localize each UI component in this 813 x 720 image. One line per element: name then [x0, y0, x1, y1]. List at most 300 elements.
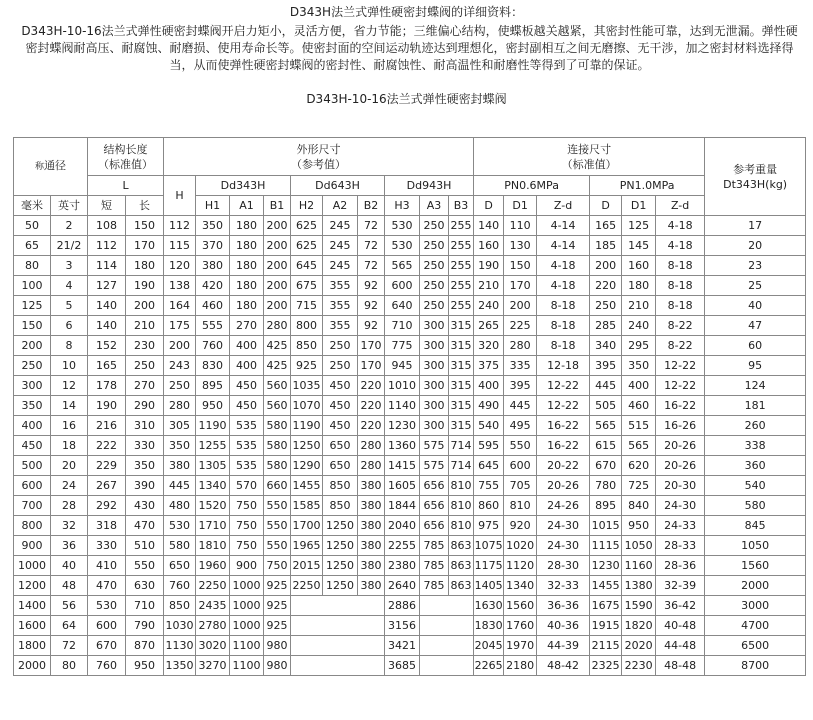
header-B2: B2 [358, 196, 385, 216]
table-cell: 185 [590, 236, 622, 256]
table-cell: 200 [264, 256, 291, 276]
table-cell: 267 [88, 476, 126, 496]
table-cell: 124 [705, 376, 806, 396]
table-row [14, 276, 806, 296]
table-cell: 355 [323, 316, 358, 336]
table-cell: 255 [449, 256, 474, 276]
table-cell: 580 [264, 416, 291, 436]
table-cell: 315 [449, 396, 474, 416]
table-cell: 450 [323, 376, 358, 396]
table-cell: 245 [323, 256, 358, 276]
table-cell: 315 [449, 356, 474, 376]
table-cell: 850 [164, 596, 196, 616]
table-cell: 975 [474, 516, 504, 536]
table-cell: 290 [126, 396, 164, 416]
header-nominal-prefix: 称 [35, 162, 45, 172]
header-D1-b: D1 [622, 196, 656, 216]
table-cell: 925 [264, 596, 291, 616]
table-cell: 1380 [622, 576, 656, 596]
table-cell: 445 [504, 396, 537, 416]
table-cell: 535 [230, 436, 264, 456]
table-cell: 1020 [504, 536, 537, 556]
table-cell: 20 [705, 236, 806, 256]
table-cell: 120 [164, 256, 196, 276]
table-cell: 400 [230, 356, 264, 376]
table-cell: 355 [323, 276, 358, 296]
table-cell: 625 [291, 236, 323, 256]
table-cell: 535 [230, 416, 264, 436]
table-cell: 714 [449, 436, 474, 456]
header-B1: B1 [264, 196, 291, 216]
table-cell: 410 [88, 556, 126, 576]
table-cell: 32-33 [537, 576, 590, 596]
table-cell: 600 [14, 476, 51, 496]
table-row [14, 476, 806, 496]
table-cell: 950 [622, 516, 656, 536]
header-pn06: PN0.6MPa [474, 176, 590, 196]
table-cell: 840 [622, 496, 656, 516]
table-row [14, 336, 806, 356]
table-cell: 980 [264, 636, 291, 656]
header-Zd: Z-d [537, 196, 590, 216]
table-cell: 250 [323, 336, 358, 356]
table-cell: 925 [264, 576, 291, 596]
table-cell: 1605 [385, 476, 420, 496]
table-cell: 380 [358, 576, 385, 596]
table-cell: 28-36 [656, 556, 705, 576]
table-cell: 1560 [504, 596, 537, 616]
table-cell: 1455 [590, 576, 622, 596]
table-cell: 355 [323, 296, 358, 316]
table-cell [291, 616, 385, 636]
table-cell: 575 [420, 456, 449, 476]
table-cell: 3421 [385, 636, 420, 656]
table-cell: 180 [622, 276, 656, 296]
table-cell: 220 [590, 276, 622, 296]
table-cell: 1405 [474, 576, 504, 596]
header-outline [164, 138, 474, 176]
table-cell: 750 [264, 556, 291, 576]
table-cell: 460 [622, 396, 656, 416]
table-cell: 260 [705, 416, 806, 436]
table-cell: 445 [590, 376, 622, 396]
table-cell: 1340 [196, 476, 230, 496]
table-row [14, 656, 806, 676]
table-row [14, 296, 806, 316]
header-weight [705, 138, 806, 216]
table-cell: 255 [449, 276, 474, 296]
table-cell: 24-30 [537, 536, 590, 556]
table-cell: 16-22 [537, 436, 590, 456]
table-cell: 445 [164, 476, 196, 496]
table-cell: 1250 [291, 436, 323, 456]
table-cell: 65 [14, 236, 51, 256]
header-A3: A3 [420, 196, 449, 216]
page-heading: D343H法兰式弹性硬密封蝶阀的详细资料： [289, 5, 524, 19]
table-cell: 6 [51, 316, 88, 336]
table-cell: 1965 [291, 536, 323, 556]
table-cell [291, 656, 385, 676]
table-cell: 152 [88, 336, 126, 356]
table-cell: 660 [264, 476, 291, 496]
table-cell [291, 596, 385, 616]
table-row [14, 636, 806, 656]
table-cell: 300 [14, 376, 51, 396]
table-row [14, 516, 806, 536]
table-cell: 714 [449, 456, 474, 476]
table-cell: 160 [622, 256, 656, 276]
header-connection-main: 连接尺寸 [567, 142, 612, 156]
table-row [14, 496, 806, 516]
table-cell: 220 [358, 396, 385, 416]
header-length [88, 138, 164, 176]
table-cell: 200 [14, 336, 51, 356]
table-cell: 16-22 [537, 416, 590, 436]
table-cell: 5 [51, 296, 88, 316]
table-cell: 1000 [230, 576, 264, 596]
table-cell: 16 [51, 416, 88, 436]
table-cell: 775 [385, 336, 420, 356]
table-cell: 108 [88, 216, 126, 236]
table-cell: 180 [230, 256, 264, 276]
table-cell [420, 636, 474, 656]
table-cell: 1250 [323, 576, 358, 596]
table-cell: 1960 [196, 556, 230, 576]
table-cell: 2255 [385, 536, 420, 556]
table-cell: 1360 [385, 436, 420, 456]
table-cell: 925 [291, 356, 323, 376]
table-cell: 1015 [590, 516, 622, 536]
table-cell: 380 [358, 536, 385, 556]
table-cell: 20-26 [656, 436, 705, 456]
table-cell: 164 [164, 296, 196, 316]
header-D1: D1 [504, 196, 537, 216]
table-cell: 100 [14, 276, 51, 296]
table-cell: 810 [449, 476, 474, 496]
table-cell: 245 [323, 236, 358, 256]
table-cell: 270 [126, 376, 164, 396]
table-cell: 1230 [590, 556, 622, 576]
table-cell: 112 [164, 216, 196, 236]
table-cell: 3685 [385, 656, 420, 676]
header-outline-sub: （参考值） [291, 157, 347, 171]
table-cell: 515 [622, 416, 656, 436]
table-cell: 895 [590, 496, 622, 516]
table-cell: 40 [705, 296, 806, 316]
table-row [14, 436, 806, 456]
table-cell: 450 [14, 436, 51, 456]
table-cell: 200 [264, 276, 291, 296]
table-cell: 2115 [590, 636, 622, 656]
table-cell: 127 [88, 276, 126, 296]
table-cell: 12-22 [537, 396, 590, 416]
table-cell: 190 [88, 396, 126, 416]
table-row [14, 536, 806, 556]
table-cell: 580 [264, 456, 291, 476]
table-cell: 48 [51, 576, 88, 596]
table-cell: 800 [291, 316, 323, 336]
table-cell: 330 [88, 536, 126, 556]
table-cell: 380 [164, 456, 196, 476]
table-cell: 300 [420, 416, 449, 436]
header-connection [474, 138, 705, 176]
table-cell: 18 [51, 436, 88, 456]
table-cell: 20-26 [656, 456, 705, 476]
table-cell: 300 [420, 336, 449, 356]
table-cell: 3 [51, 256, 88, 276]
table-cell: 8-18 [656, 256, 705, 276]
table-cell: 1455 [291, 476, 323, 496]
table-cell: 300 [420, 316, 449, 336]
table-cell: 222 [88, 436, 126, 456]
header-weight-sub: Dt343H(kg) [723, 177, 788, 191]
table-cell: 750 [230, 516, 264, 536]
table-cell: 850 [323, 476, 358, 496]
table-cell: 380 [358, 556, 385, 576]
table-row [14, 376, 806, 396]
table-cell: 1800 [14, 636, 51, 656]
table-cell: 1190 [196, 416, 230, 436]
table-cell: 10 [51, 356, 88, 376]
table-row [14, 236, 806, 256]
table-cell: 24 [51, 476, 88, 496]
table-cell: 48-42 [537, 656, 590, 676]
table-cell: 115 [164, 236, 196, 256]
table-cell: 180 [230, 296, 264, 316]
table-cell: 845 [705, 516, 806, 536]
table-cell: 23 [705, 256, 806, 276]
table-cell [291, 636, 385, 656]
table-cell: 175 [164, 316, 196, 336]
table-cell: 200 [590, 256, 622, 276]
table-cell: 17 [705, 216, 806, 236]
table-cell: 25 [705, 276, 806, 296]
table-cell: 1000 [14, 556, 51, 576]
table-cell: 140 [88, 316, 126, 336]
table-cell: 21/2 [51, 236, 88, 256]
table-cell: 56 [51, 596, 88, 616]
table-cell: 560 [264, 376, 291, 396]
table-cell: 550 [264, 516, 291, 536]
header-H1: H1 [196, 196, 230, 216]
table-cell: 4-14 [537, 216, 590, 236]
table-cell: 540 [474, 416, 504, 436]
table-cell: 1000 [230, 596, 264, 616]
header-inch: 英寸 [51, 196, 88, 216]
table-cell: 450 [323, 416, 358, 436]
table-cell: 170 [126, 236, 164, 256]
header-dd343h: Dd343H [196, 176, 291, 196]
table-row [14, 456, 806, 476]
table-cell: 2886 [385, 596, 420, 616]
table-cell: 220 [358, 376, 385, 396]
header-nominal [14, 138, 88, 196]
table-cell: 40-48 [656, 616, 705, 636]
table-cell: 400 [14, 416, 51, 436]
table-cell: 420 [196, 276, 230, 296]
table-cell: 165 [590, 216, 622, 236]
table-cell: 1100 [230, 636, 264, 656]
table-cell: 450 [230, 396, 264, 416]
table-cell: 600 [504, 456, 537, 476]
table-cell: 510 [126, 536, 164, 556]
table-cell: 530 [164, 516, 196, 536]
table-cell: 785 [420, 536, 449, 556]
table-cell: 200 [264, 296, 291, 316]
table-cell: 300 [420, 396, 449, 416]
table-cell: 280 [264, 316, 291, 336]
table-cell: 1290 [291, 456, 323, 476]
table-cell: 380 [358, 496, 385, 516]
table-cell: 360 [705, 456, 806, 476]
table-cell: 315 [449, 316, 474, 336]
header-connection-sub: （标准值） [561, 157, 617, 171]
table-cell: 180 [230, 216, 264, 236]
table-cell: 64 [51, 616, 88, 636]
table-cell: 1675 [590, 596, 622, 616]
table-cell: 310 [126, 416, 164, 436]
table-cell: 250 [420, 236, 449, 256]
table-cell: 92 [358, 316, 385, 336]
table-cell: 200 [164, 336, 196, 356]
table-cell: 36 [51, 536, 88, 556]
table-cell: 645 [291, 256, 323, 276]
table-cell: 1140 [385, 396, 420, 416]
table-cell: 170 [358, 336, 385, 356]
table-cell: 24-30 [656, 496, 705, 516]
table-cell: 315 [449, 336, 474, 356]
table-cell: 32-39 [656, 576, 705, 596]
table-cell: 580 [705, 496, 806, 516]
table-cell: 265 [474, 316, 504, 336]
table-cell: 860 [474, 496, 504, 516]
table-cell: 535 [230, 456, 264, 476]
table-cell: 48-48 [656, 656, 705, 676]
table-cell: 1400 [14, 596, 51, 616]
table-cell: 390 [126, 476, 164, 496]
table-cell: 1120 [504, 556, 537, 576]
table-cell: 550 [504, 436, 537, 456]
table-cell: 630 [126, 576, 164, 596]
table-row [14, 416, 806, 436]
table-cell: 600 [88, 616, 126, 636]
table-cell: 870 [126, 636, 164, 656]
table-cell: 1844 [385, 496, 420, 516]
table-cell: 250 [126, 356, 164, 376]
table-cell: 1700 [291, 516, 323, 536]
table-cell: 1100 [230, 656, 264, 676]
table-cell: 780 [590, 476, 622, 496]
table-cell: 950 [196, 396, 230, 416]
table-cell: 190 [126, 276, 164, 296]
table-cell: 375 [474, 356, 504, 376]
table-cell: 2230 [622, 656, 656, 676]
table-cell: 2435 [196, 596, 230, 616]
table-cell: 190 [474, 256, 504, 276]
table-cell: 1340 [504, 576, 537, 596]
table-cell: 1075 [474, 536, 504, 556]
table-cell: 2015 [291, 556, 323, 576]
table-cell: 150 [126, 216, 164, 236]
table-cell: 16-22 [656, 396, 705, 416]
table-cell: 178 [88, 376, 126, 396]
table-cell: 1050 [622, 536, 656, 556]
header-B3: B3 [449, 196, 474, 216]
table-cell: 1050 [705, 536, 806, 556]
table-cell: 130 [504, 236, 537, 256]
table-cell: 14 [51, 396, 88, 416]
table-cell: 330 [126, 436, 164, 456]
table-cell: 490 [474, 396, 504, 416]
table-cell: 80 [51, 656, 88, 676]
header-dd643h: Dd643H [291, 176, 385, 196]
table-cell: 2180 [504, 656, 537, 676]
table-cell: 625 [291, 216, 323, 236]
table-cell: 1630 [474, 596, 504, 616]
table-cell: 181 [705, 396, 806, 416]
table-cell: 255 [449, 296, 474, 316]
table-cell: 565 [622, 436, 656, 456]
table-cell: 2780 [196, 616, 230, 636]
table-cell: 28-33 [656, 536, 705, 556]
table-cell: 2265 [474, 656, 504, 676]
table-cell: 810 [449, 516, 474, 536]
table-cell: 4-18 [656, 216, 705, 236]
table-cell: 292 [88, 496, 126, 516]
table-cell: 615 [590, 436, 622, 456]
table-cell: 8-22 [656, 316, 705, 336]
table-cell: 2250 [291, 576, 323, 596]
header-nominal-label: 通径 [44, 159, 67, 172]
table-cell: 920 [504, 516, 537, 536]
table-cell: 565 [590, 416, 622, 436]
table-cell: 1115 [590, 536, 622, 556]
table-cell: 2045 [474, 636, 504, 656]
table-cell: 395 [590, 356, 622, 376]
table-cell: 1010 [385, 376, 420, 396]
table-cell: 656 [420, 476, 449, 496]
table-cell: 114 [88, 256, 126, 276]
table-cell: 180 [230, 276, 264, 296]
table-cell: 36-42 [656, 596, 705, 616]
table-cell: 95 [705, 356, 806, 376]
table-cell: 6500 [705, 636, 806, 656]
table-cell: 250 [590, 296, 622, 316]
table-cell: 785 [420, 576, 449, 596]
table-cell: 16-26 [656, 416, 705, 436]
table-cell: 80 [14, 256, 51, 276]
table-cell: 810 [504, 496, 537, 516]
table-cell: 400 [474, 376, 504, 396]
table-cell: 895 [196, 376, 230, 396]
table-cell: 1250 [323, 556, 358, 576]
table-cell: 255 [449, 236, 474, 256]
table-cell: 1230 [385, 416, 420, 436]
table-cell: 350 [14, 396, 51, 416]
table-cell: 24-33 [656, 516, 705, 536]
table-cell: 530 [88, 596, 126, 616]
table-cell: 270 [230, 316, 264, 336]
table-body [14, 216, 806, 676]
table-cell: 250 [14, 356, 51, 376]
table-cell: 20-26 [537, 476, 590, 496]
table-cell: 8-22 [656, 336, 705, 356]
table-cell: 530 [385, 236, 420, 256]
table-cell: 60 [705, 336, 806, 356]
table-cell: 350 [622, 356, 656, 376]
table-row [14, 356, 806, 376]
table-cell: 44-48 [656, 636, 705, 656]
